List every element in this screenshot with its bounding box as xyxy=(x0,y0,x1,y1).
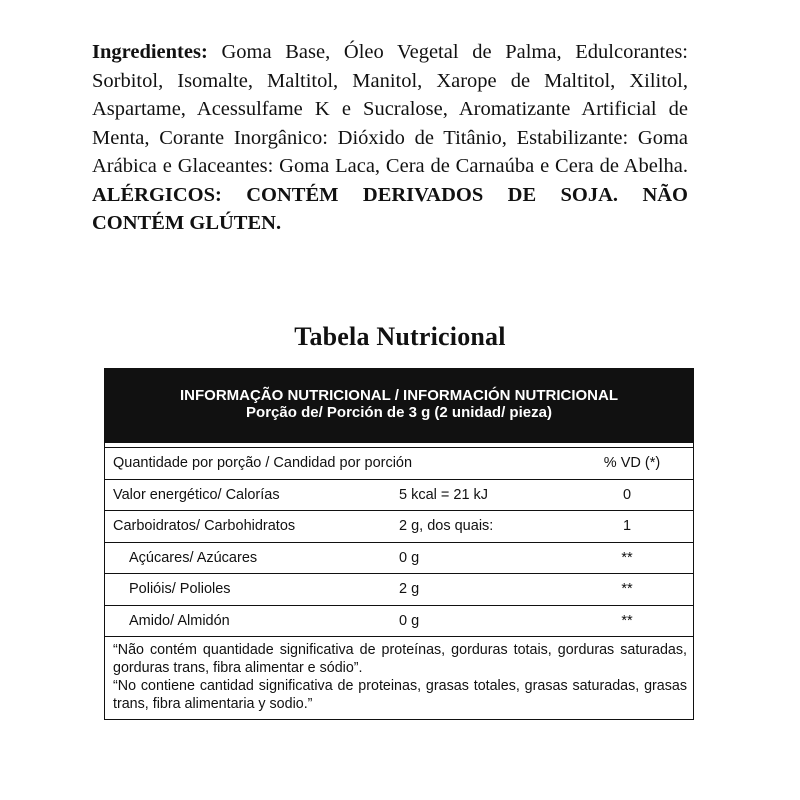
nutrient-dv: ** xyxy=(621,612,633,629)
nutrient-amount: 5 kcal = 21 kJ xyxy=(399,486,489,503)
nutrient-amount: 0 g xyxy=(399,612,420,629)
table-row-sugars xyxy=(105,542,693,574)
nutrition-table xyxy=(104,368,694,720)
table-row-polyols xyxy=(105,573,693,605)
nutrient-amount: 0 g xyxy=(399,549,420,566)
nutrient-amount: 2 g, dos quais: xyxy=(399,518,494,535)
table-title: Tabela Nutricional xyxy=(294,322,506,351)
nutrient-name: Amido/ Almidón xyxy=(129,612,230,629)
nutrient-name: Polióis/ Polioles xyxy=(129,581,231,598)
quantity-column-header: Quantidade por porção / Candidad por porción xyxy=(113,455,413,472)
header-serving: Porção de/ Porción de 3 g (2 unidad/ pieza) xyxy=(246,404,552,421)
table-row-energy xyxy=(105,479,693,511)
dv-column-header: % VD (*) xyxy=(603,455,661,472)
nutrient-dv: ** xyxy=(621,549,633,566)
allergens-warning: ALÉRGICOS: CONTÉM DERIVADOS DE SOJA. NÃO CONTÉM GLÚTEN. xyxy=(92,183,688,234)
footnote-portuguese: “Não contém quantidade significativa de proteínas, gorduras totais, gorduras saturadas, gorduras trans, fibra alimentar e sódio”. xyxy=(113,642,687,676)
footnote-spanish: “No contiene cantidad significativa de proteinas, grasas totales, grasas saturadas, grasas trans, fibra alimentaria y sodio.” xyxy=(113,678,687,712)
nutrient-amount: 2 g xyxy=(399,581,420,598)
nutrient-name: Açúcares/ Azúcares xyxy=(129,549,258,566)
column-header-row xyxy=(105,447,693,479)
nutrient-name: Carboidratos/ Carbohidratos xyxy=(113,518,296,535)
ingredients-label: Ingredientes: xyxy=(92,41,208,63)
nutrient-dv: 0 xyxy=(622,486,632,503)
header-title: INFORMAÇÃO NUTRICIONAL / INFORMACIÓN NUTRICIONAL xyxy=(179,387,619,404)
ingredients-text: Goma Base, Óleo Vegetal de Palma, Edulcorantes: Sorbitol, Isomalte, Maltitol, Manitol, Xarope de Maltitol, Xilitol, Aspartame, Acessulfame K e Sucralose, Aromatizante Artificial de Menta, Corante Inorgânico: Dióxido de Titânio, Estabilizante: Goma Arábica e Glaceantes: Goma Laca, Cera de Carnaúba e Cera de Abelha. xyxy=(92,41,688,177)
nutrient-name: Valor energético/ Calorías xyxy=(113,486,280,503)
ingredients-paragraph xyxy=(92,38,688,238)
nutrition-table-header xyxy=(105,369,693,443)
table-row-starch xyxy=(105,605,693,637)
table-footnotes xyxy=(105,636,693,719)
table-row-carbohydrates xyxy=(105,510,693,542)
nutrient-dv: 1 xyxy=(622,518,632,535)
nutrient-dv: ** xyxy=(621,581,633,598)
